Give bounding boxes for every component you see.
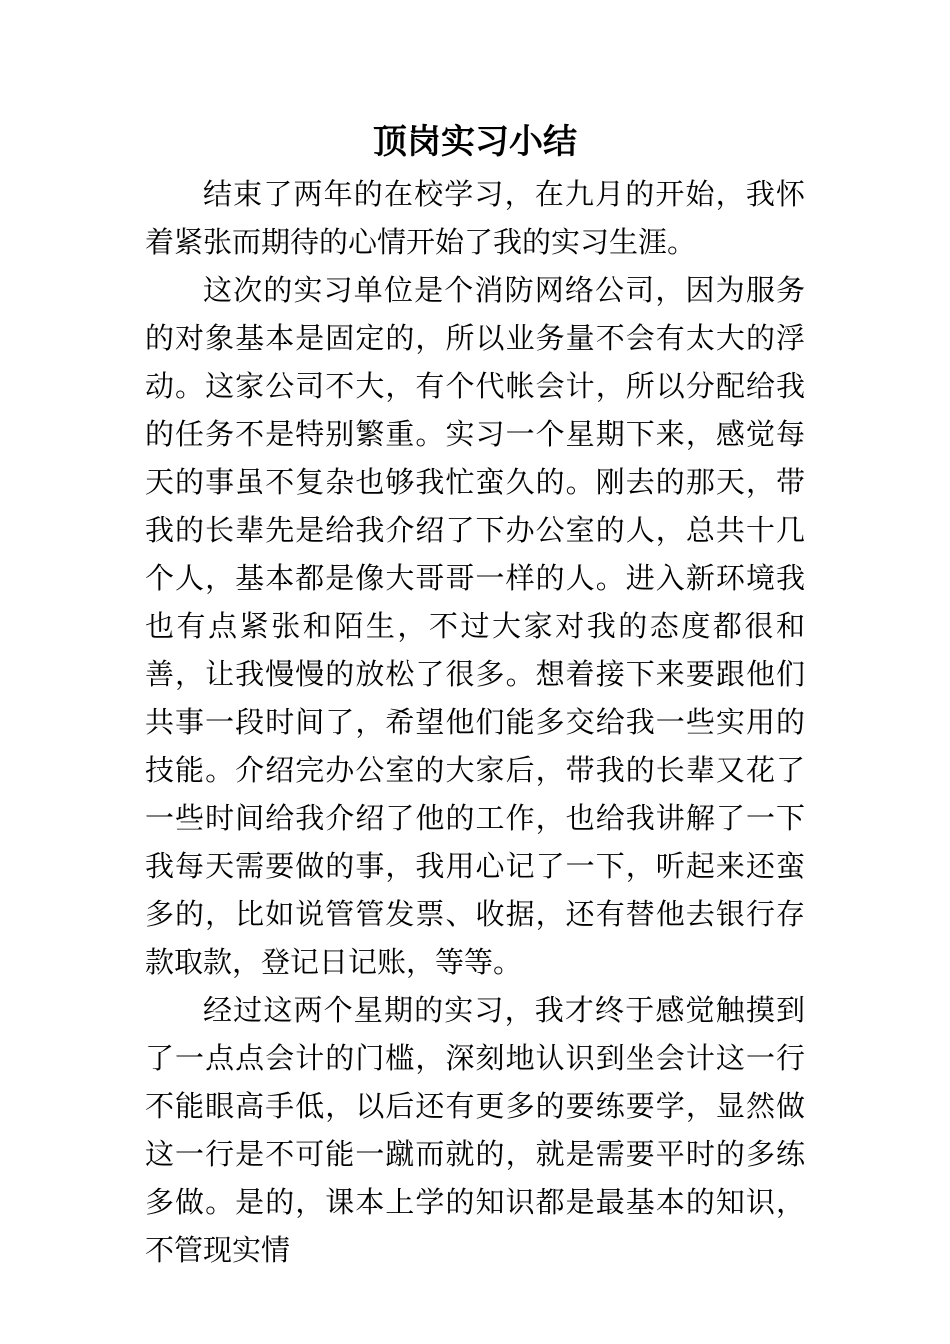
paragraph-1: 结束了两年的在校学习，在九月的开始，我怀着紧张而期待的心情开始了我的实习生涯。 [145,177,805,259]
document-title: 顶岗实习小结 [373,122,577,162]
paragraph-3: 经过这两个星期的实习，我才终于感觉触摸到了一点点会计的门槛，深刻地认识到坐会计这一行不能眼高手低，以后还有更多的要练要学，显然做这一行是不可能一蹴而就的，就是需要平时的多练多做。是的，课本上学的知识都是最基本的知识，不管现实情 [145,993,805,1267]
paragraph-2: 这次的实习单位是个消防网络公司，因为服务的对象基本是固定的，所以业务量不会有太大的浮动。这家公司不大，有个代帐会计，所以分配给我的任务不是特别繁重。实习一个星期下来，感觉每天的事虽不复杂也够我忙蛮久的。刚去的那天，带我的长辈先是给我介绍了下办公室的人，总共十几个人，基本都是像大哥哥一样的人。进入新环境我也有点紧张和陌生，不过大家对我的态度都很和善，让我慢慢的放松了很多。想着接下来要跟他们共事一段时间了，希望他们能多交给我一些实用的技能。介绍完办公室的大家后，带我的长辈又花了一些时间给我介绍了他的工作，也给我讲解了一下我每天需要做的事，我用心记了一下，听起来还蛮多的，比如说管管发票、收据，还有替他去银行存款取款，登记日记账，等等。 [145,273,805,979]
document-body [145,170,805,1274]
